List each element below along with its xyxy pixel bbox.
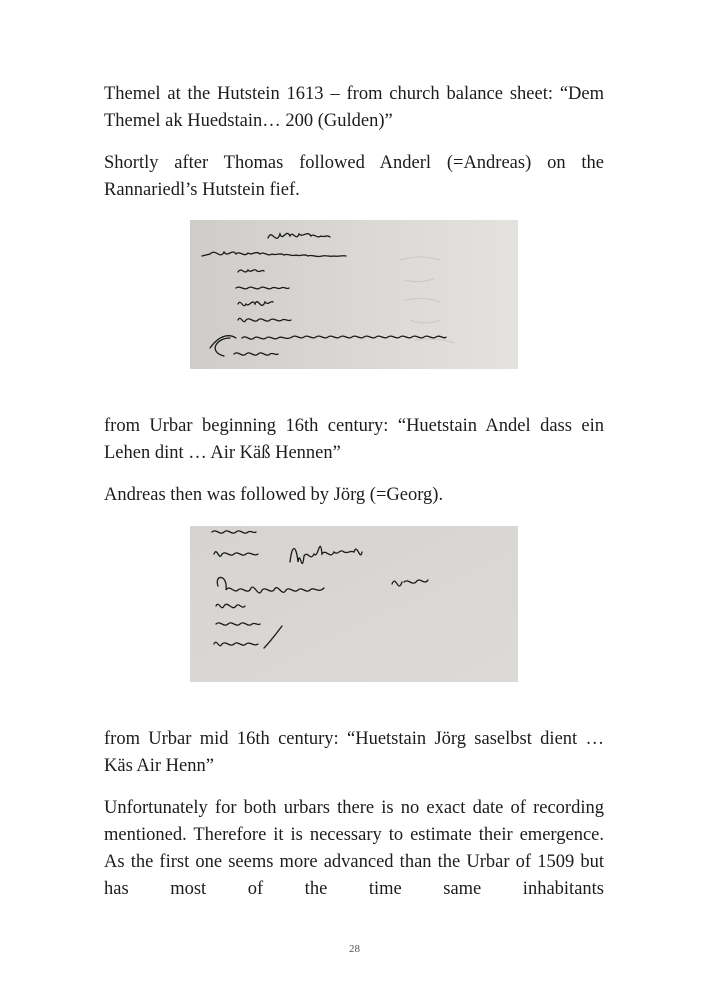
paragraph-jorg: Andreas then was followed by Jörg (=Georg). <box>104 485 444 505</box>
manuscript-scan-urbar-mid-16th <box>190 526 518 682</box>
paragraph-urbar-mid: from Urbar mid 16th century: “Huetstain Jörg saselbst dient … Käs Air Henn” <box>104 729 604 776</box>
handwriting-image-2 <box>190 526 518 682</box>
page-number: 28 <box>349 943 360 955</box>
paragraph-urbar-early: from Urbar beginning 16th century: “Huetstain Andel dass ein Lehen dint … Air Käß Hennen” <box>104 416 604 463</box>
manuscript-scan-urbar-early-16th <box>190 220 518 369</box>
handwriting-image-1 <box>190 220 518 369</box>
paragraph-anderl: Shortly after Thomas followed Anderl (=Andreas) on the Rannariedl’s Hutstein fief. <box>104 153 604 200</box>
paragraph-dating: Unfortunately for both urbars there is no exact date of recording mentioned. Therefore it is necessary to estimate their emergence. As the first one seems more advanced than the Urbar of 1509 but has most of the time same inhabitants <box>104 798 604 899</box>
paragraph-themel: Themel at the Hutstein 1613 – from church balance sheet: “Dem Themel ak Huedstain… 200 (Gulden)” <box>104 84 604 131</box>
